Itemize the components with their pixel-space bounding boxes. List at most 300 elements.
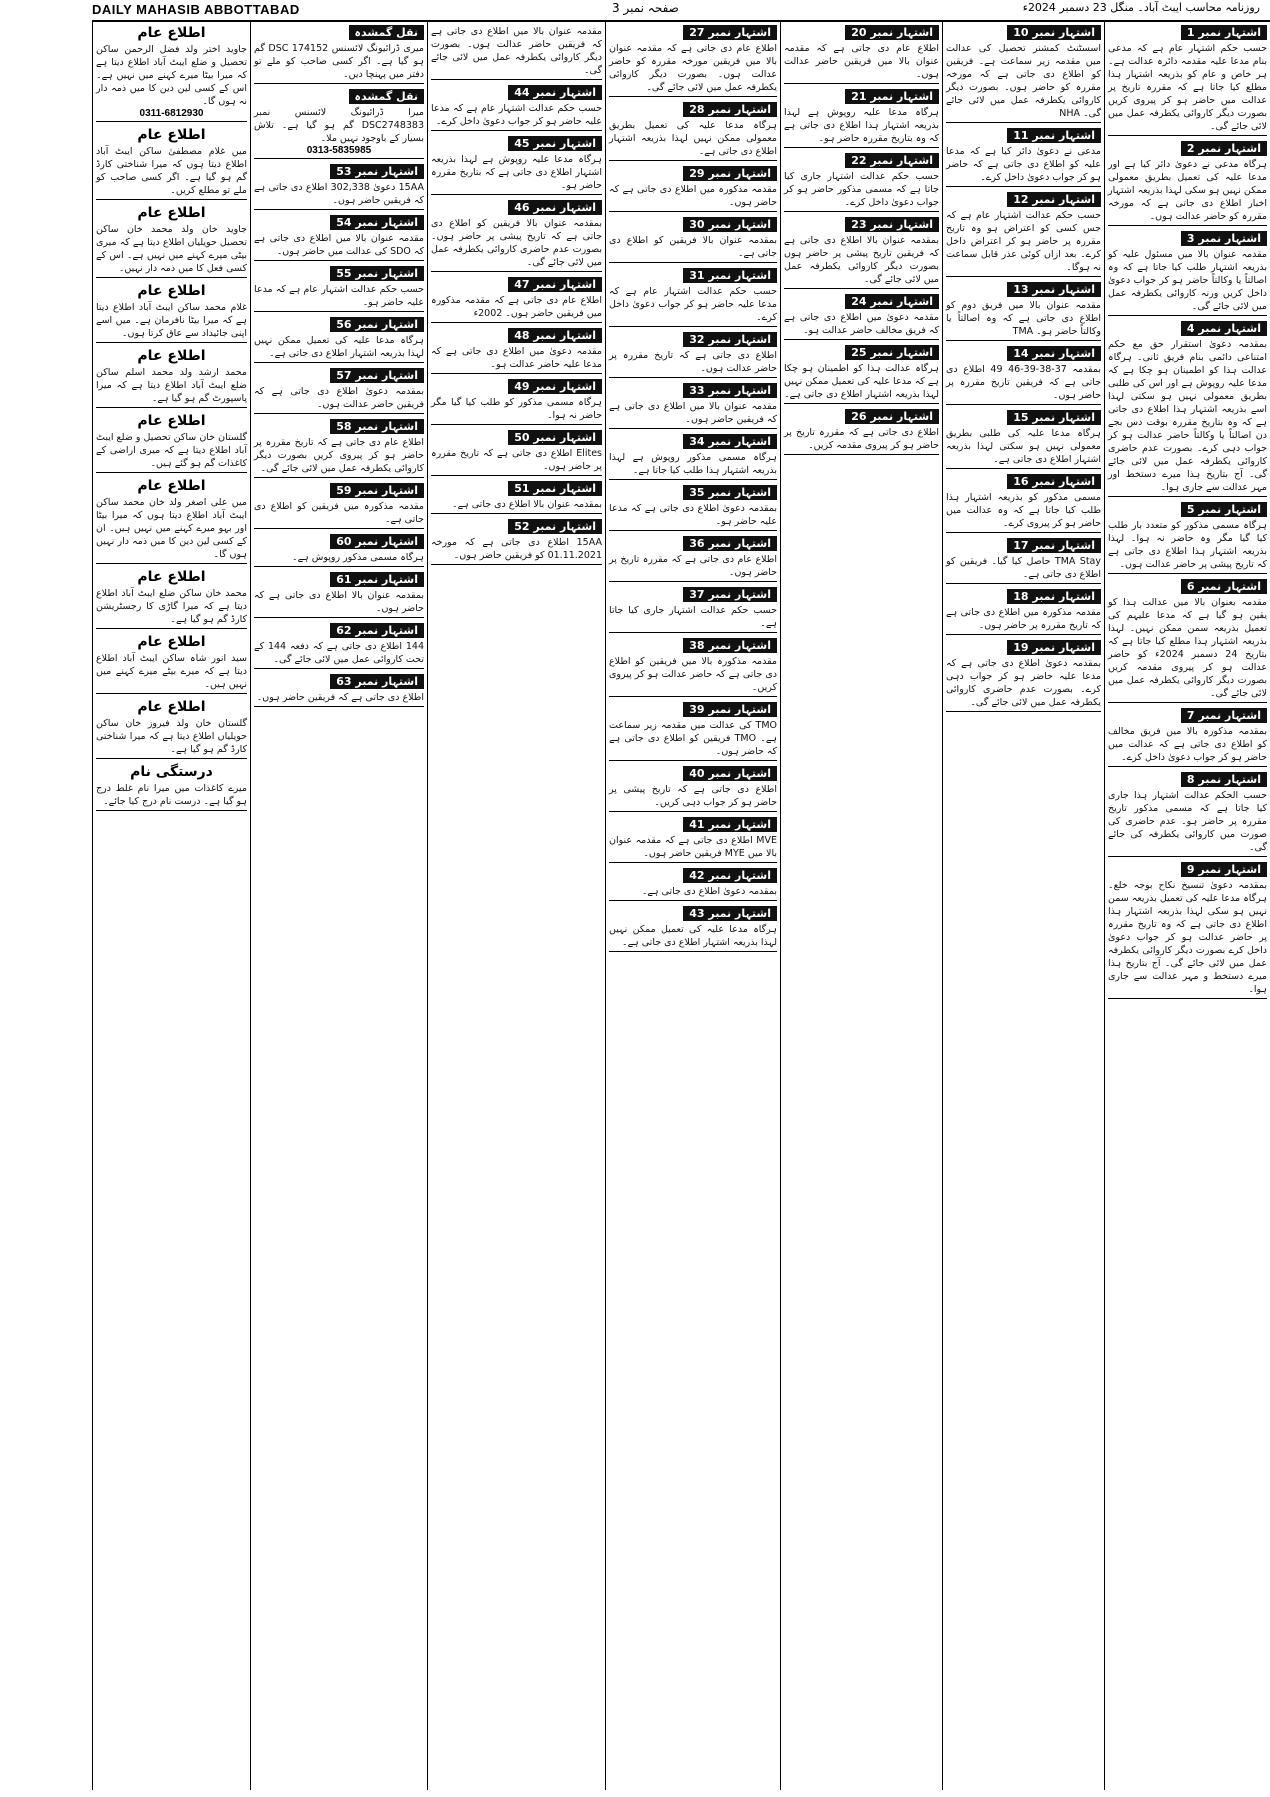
ad-number-label: اشتہار نمبر 10 (1007, 25, 1101, 40)
ad-text: اطلاع دی جاتی ہے کہ تاریخ پیشی پر حاضر ہو کر جواب دہی کریں۔ (609, 784, 777, 808)
ad-divider (254, 413, 424, 414)
ad-number-label: اشتہار نمبر 9 (1181, 862, 1267, 877)
ad-header (1108, 321, 1267, 336)
ad-divider (96, 810, 247, 811)
ad-divider (96, 342, 247, 343)
ad-number-label: اشتہار نمبر 34 (683, 434, 777, 449)
ad-header (946, 282, 1101, 297)
ad-header (609, 868, 777, 883)
ad-number-label: اشتہار نمبر 63 (330, 674, 424, 689)
classified-ad (609, 868, 777, 901)
ad-divider (1108, 702, 1267, 703)
ad-divider (96, 693, 247, 694)
classified-ad (96, 25, 247, 122)
classified-ad (431, 136, 602, 195)
ad-header (609, 268, 777, 283)
ad-number-label: اشتہار نمبر 11 (1007, 128, 1101, 143)
ad-divider (431, 322, 602, 323)
classified-ad (254, 215, 424, 261)
ad-header (609, 332, 777, 347)
ad-text: 15AA دعویٰ 302,338 اطلاع دی جاتی ہے کہ فریقین حاضر ہوں۔ (254, 182, 424, 206)
ad-text: ہرگاہ مسمی مذکور روپوش ہے۔ (292, 552, 424, 563)
ad-number-label: اشتہار نمبر 56 (330, 317, 424, 332)
ad-divider (784, 339, 939, 340)
ad-number-label: اشتہار نمبر 27 (683, 25, 777, 40)
ad-number-label: اشتہار نمبر 5 (1181, 502, 1267, 517)
ad-heading: اطلاع عام (137, 205, 206, 221)
classified-ad (254, 623, 424, 669)
ad-divider (609, 479, 777, 480)
classified-ad (431, 85, 602, 131)
ad-divider (254, 209, 424, 210)
ad-header (946, 128, 1101, 143)
ad-header (1108, 231, 1267, 246)
ad-divider (431, 513, 602, 514)
ad-divider (946, 634, 1101, 635)
ad-number-label: اشتہار نمبر 37 (683, 587, 777, 602)
classified-ad (96, 205, 247, 278)
ad-divider (946, 468, 1101, 469)
ad-text: ہرگاہ مدعا علیہ کی تعمیل بطریق معمولی ممکن نہیں لہذا بذریعہ اشتہار اطلاع دی جاتی ہے۔ (609, 120, 777, 157)
ad-text: غلام محمد ساکن ایبٹ آباد اطلاع دیتا ہے کہ میرا بیٹا نافرمان ہے۔ میں اسے اپنی جائیداد سے عاق کرتا ہوں۔ (96, 302, 247, 339)
ad-header (431, 519, 602, 534)
ad-divider (96, 758, 247, 759)
classified-ad (946, 589, 1101, 635)
ad-number-label: نقل گمشدہ (349, 89, 424, 104)
classified-ad (946, 410, 1101, 469)
classified-ad (1108, 502, 1267, 574)
ad-number-label: اشتہار نمبر 24 (845, 294, 939, 309)
classified-ad (431, 25, 602, 80)
ad-header (609, 485, 777, 500)
ad-divider (96, 121, 247, 122)
ad-text: اطلاع عام دی جاتی ہے کہ تاریخ مقررہ پر حاضر ہو کر پیروی کریں بصورت دیگر کاروائی یکطرفہ عمل میں لائی جائے گی۔ (254, 437, 424, 474)
ad-number-label: اشتہار نمبر 36 (683, 536, 777, 551)
classified-ad (254, 368, 424, 414)
ad-heading: اطلاع عام (137, 348, 206, 364)
ad-number-label: اشتہار نمبر 14 (1007, 346, 1101, 361)
classified-ad (946, 474, 1101, 533)
ad-divider (96, 563, 247, 564)
ad-number-label: اشتہار نمبر 43 (683, 906, 777, 921)
ad-header (431, 136, 602, 151)
ad-divider (609, 862, 777, 863)
ad-header (1108, 502, 1267, 517)
ad-number-label: اشتہار نمبر 40 (683, 766, 777, 781)
classified-ad (431, 277, 602, 323)
ad-text: بمقدمہ عنوان بالا فریقین کو اطلاع دی جاتی ہے۔ (609, 235, 777, 259)
ad-number-label: اشتہار نمبر 57 (330, 368, 424, 383)
ad-divider (946, 404, 1101, 405)
ad-divider (946, 186, 1101, 187)
ad-number-label: اشتہار نمبر 6 (1181, 579, 1267, 594)
ad-header (609, 702, 777, 717)
ad-number-label: اشتہار نمبر 39 (683, 702, 777, 717)
ad-number-label: اشتہار نمبر 29 (683, 166, 777, 181)
classified-ad (784, 153, 939, 212)
ad-divider (784, 147, 939, 148)
ad-divider (1108, 135, 1267, 136)
ad-text: بمقدمہ عنوان بالا فریقین کو اطلاع دی جاتی ہے کہ تاریخ پیشی پر حاضر ہوں۔ بصورت عدم حاضری کاروائی یکطرفہ عمل میں لائی جائے گی۔ (431, 218, 602, 268)
ad-number-label: اشتہار نمبر 26 (845, 409, 939, 424)
classified-ad (96, 283, 247, 343)
classified-ad (254, 419, 424, 478)
ad-divider (1108, 496, 1267, 497)
ad-heading: اطلاع عام (137, 699, 206, 715)
ad-header (254, 317, 424, 332)
ad-heading: اطلاع عام (137, 413, 206, 429)
classified-ad (946, 282, 1101, 341)
ad-text: ہرگاہ مسمی مذکور کو متعدد بار طلب کیا گیا مگر وہ حاضر نہ ہوا۔ لہذا بذریعہ اشتہار ہذا اطلاع دی جاتی ہے کہ تاریخ پیشی پر حاضر عدالت ہوں۔ (1108, 520, 1267, 570)
ad-divider (946, 711, 1101, 712)
ad-header (609, 25, 777, 40)
ad-number-label: اشتہار نمبر 30 (683, 217, 777, 232)
classified-ad (431, 379, 602, 425)
ad-text: میری ڈرائیونگ لائسنس DSC 174152 گم ہو گیا ہے۔ اگر کسی صاحب کو ملے تو دفتر میں پہنچا دیں۔ (254, 43, 424, 80)
classified-ad (609, 166, 777, 212)
classified-ad (1108, 231, 1267, 316)
ad-text: TMA Stay حاصل کیا گیا۔ فریقین کو اطلاع دی جاتی ہے۔ (946, 556, 1101, 580)
ad-divider (946, 583, 1101, 584)
ad-text: مقدمہ عنوان بالا میں مسئول علیہ کو بذریعہ اشتہار طلب کیا جاتا ہے کہ وہ اصالتاً یا وکالتاً حاضر ہو کر جواب دعویٰ داخل کریں ورنہ کاروائی یکطرفہ عمل میں لائی جائے گی۔ (1108, 249, 1267, 312)
ad-divider (96, 277, 247, 278)
classified-ad (1108, 141, 1267, 226)
ad-number-label: اشتہار نمبر 20 (845, 25, 939, 40)
ad-text: اسسٹنٹ کمشنر تحصیل کی عدالت میں مقدمہ زیر سماعت ہے۔ فریقین کو اطلاع دی جاتی ہے کہ مورخہ مقررہ کو حاضر ہوں۔ بصورت دیگر کاروائی یکطرفہ عمل میں لائی جائے گی۔ NHA (946, 43, 1101, 119)
ad-text: اطلاع عام دی جاتی ہے کہ مقدمہ مذکورہ میں فریقین حاضر ہوں۔ 2002ء (431, 295, 602, 319)
classified-ad (609, 268, 777, 327)
ad-text: حسب حکم عدالت اشتہار عام ہے کہ مدعا علیہ حاضر ہو کر جواب دعویٰ داخل کرے۔ (431, 103, 602, 127)
ad-text: بمقدمہ دعویٰ استقرار حق مع حکم امتناعی دائمی بنام فریق ثانی۔ ہرگاہ عدالت ہذا کو اطمینان ہو چکا ہے کہ مدعا علیہ روپوش ہے اور اس کی طلبی بطریق معمولی نہیں ہو سکتی لہذا اسے بذریعہ اشتہار ہذا اطلاع دی جاتی ہے کہ وہ بتاریخ مقررہ بوقت دس بجے دن اصالتاً یا وکالتاً حاضر عدالت ہو کر جواب دہی کرے۔ بصورت عدم حاضری کاروائی یکطرفہ عمل میں لائی جائے گی۔ آج بتاریخ ہذا میرے دستخط اور مہر عدالت سے جاری ہوا۔ (1108, 339, 1267, 493)
ad-divider (431, 564, 602, 565)
ad-divider (609, 428, 777, 429)
ad-number-label: اشتہار نمبر 16 (1007, 474, 1101, 489)
ad-text: 144 اطلاع دی جاتی ہے کہ دفعہ 144 کے تحت کاروائی عمل میں لائی جائے گی۔ (254, 641, 424, 665)
classified-ad (96, 413, 247, 473)
ad-number-label: اشتہار نمبر 1 (1181, 25, 1267, 40)
ad-text: TMO کی عدالت میں مقدمہ زیر سماعت ہے۔ TMO فریقین کو اطلاع دی جاتی ہے کہ حاضر ہوں۔ (609, 720, 777, 757)
classified-ad (96, 699, 247, 759)
ad-divider (431, 271, 602, 272)
ad-text: مقدمہ عنوان بالا میں فریق دوم کو اطلاع دی جاتی ہے کہ وہ اصالتاً یا وکالتاً حاضر ہو۔ TMA (946, 300, 1101, 337)
ad-text: حسب حکم عدالت اشتہار جاری کیا جاتا ہے۔ (609, 605, 777, 629)
ad-number-label: اشتہار نمبر 21 (845, 89, 939, 104)
ad-header (431, 200, 602, 215)
ad-divider (431, 475, 602, 476)
ad-divider (609, 211, 777, 212)
ad-text: ہرگاہ عدالت ہذا کو اطمینان ہو چکا ہے کہ مدعا علیہ کی تعمیل ممکن نہیں لہذا بذریعہ اشتہار اطلاع دی جاتی ہے۔ (784, 363, 939, 400)
ad-number-label: اشتہار نمبر 48 (508, 328, 602, 343)
ad-header (254, 266, 424, 281)
classified-ad (254, 25, 424, 84)
ad-header (784, 217, 939, 232)
ad-header (431, 85, 602, 100)
classified-ad (784, 217, 939, 289)
ad-divider (254, 528, 424, 529)
classified-ad (431, 200, 602, 272)
ad-header (609, 587, 777, 602)
ad-header (254, 623, 424, 638)
ad-number-label: اشتہار نمبر 31 (683, 268, 777, 283)
ad-text: ہرگاہ مدعا علیہ کی طلبی بطریق معمولی نہیں ہو سکتی لہذا بذریعہ اشتہار اطلاع دی جاتی ہے۔ (946, 428, 1101, 465)
ad-text: حسب حکم اشتہار عام ہے کہ مدعی بنام مدعا علیہ مقدمہ دائرہ عدالت ہے۔ ہر خاص و عام کو بذریعہ اشتہار ہذا مطلع کیا جاتا ہے کہ مقررہ تاریخ پر عدالت میں حاضر ہو کر پیروی کریں بصورت دیگر کاروائی یکطرفہ عمل میں لائی جائے گی۔ (1108, 43, 1267, 132)
ad-number-label: اشتہار نمبر 12 (1007, 192, 1101, 207)
ad-divider (609, 160, 777, 161)
classified-ad (96, 478, 247, 564)
ad-divider (609, 900, 777, 901)
ad-text: ہرگاہ مدعا علیہ روپوش ہے لہذا بذریعہ اشتہار اطلاع دی جاتی ہے کہ بتاریخ مقررہ حاضر ہو۔ (431, 154, 602, 191)
ad-text: حسب حکم عدالت اشتہار جاری کیا جاتا ہے کہ مسمی مذکور حاضر ہو کر جواب دعویٰ داخل کرے۔ (784, 171, 939, 208)
ad-number-label: اشتہار نمبر 47 (508, 277, 602, 292)
ad-header (1108, 25, 1267, 40)
ad-header (1108, 862, 1267, 877)
classified-ad (431, 481, 602, 514)
column-5 (427, 22, 605, 1790)
classified-ad (254, 89, 424, 159)
classified-ad (1108, 25, 1267, 136)
ad-text: ہرگاہ مدعا علیہ روپوش ہے لہذا بذریعہ اشتہار ہذا اطلاع دی جاتی ہے کہ وہ بتاریخ مقررہ حاضر ہو۔ (784, 107, 939, 144)
ad-divider (609, 760, 777, 761)
ad-heading: اطلاع عام (137, 25, 206, 41)
ad-number-label: اشتہار نمبر 22 (845, 153, 939, 168)
ad-number-label: اشتہار نمبر 58 (330, 419, 424, 434)
ad-header (609, 817, 777, 832)
ad-text: مقدمہ مذکورہ میں فریقین کو اطلاع دی جاتی ہے۔ (254, 501, 424, 525)
ad-number-label: اشتہار نمبر 59 (330, 483, 424, 498)
ad-text: مقدمہ مذکورہ میں اطلاع دی جاتی ہے کہ تاریخ مقررہ پر حاضر ہوں۔ (946, 607, 1101, 631)
ad-text: بمقدمہ 37-38-39-46 49 اطلاع دی جاتی ہے کہ فریقین تاریخ مقررہ پر حاضر ہوں۔ (946, 364, 1101, 401)
ad-phone-number: 0313-5835985 (306, 145, 372, 156)
column-1 (1104, 22, 1270, 1790)
ad-text: میں علی اصغر ولد خان محمد ساکن ایبٹ آباد اطلاع دیتا ہوں کہ میرا بیٹا اور بہو میرے کہنے میں نہیں ہیں۔ ان کے کسی لین دین کا میں ذمہ دار نہیں ہوں گا۔ (96, 497, 247, 560)
ad-header (609, 766, 777, 781)
ad-divider (254, 617, 424, 618)
ad-number-label: اشتہار نمبر 35 (683, 485, 777, 500)
ad-header (784, 294, 939, 309)
ad-header (609, 102, 777, 117)
ad-number-label: اشتہار نمبر 41 (683, 817, 777, 832)
ad-divider (254, 362, 424, 363)
classified-ad (609, 25, 777, 97)
ad-divider (946, 532, 1101, 533)
ad-divider (431, 373, 602, 374)
ad-header (1108, 141, 1267, 156)
ad-header (609, 166, 777, 181)
classified-ad (784, 25, 939, 84)
ad-header (609, 536, 777, 551)
ad-divider (1108, 573, 1267, 574)
ad-text: بمقدمہ عنوان بالا اطلاع دی جاتی ہے۔ (452, 499, 602, 510)
classified-ad (946, 538, 1101, 584)
ad-text: بمقدمہ مذکورہ بالا میں فریق مخالف کو اطلاع دی جاتی ہے کہ عدالت میں حاضر ہو کر جواب دعویٰ داخل کرے۔ (1108, 726, 1267, 763)
ad-number-label: نقل گمشدہ (349, 25, 424, 40)
column-4 (605, 22, 780, 1790)
ad-text: مقدمہ مذکورہ میں اطلاع دی جاتی ہے کہ حاضر ہوں۔ (609, 184, 777, 208)
ad-divider (96, 407, 247, 408)
ad-divider (254, 566, 424, 567)
ad-header (609, 383, 777, 398)
ad-number-label: اشتہار نمبر 44 (508, 85, 602, 100)
ad-heading: اطلاع عام (137, 127, 206, 143)
ad-divider (784, 83, 939, 84)
ad-divider (784, 403, 939, 404)
ad-text: ہرگاہ مدعی نے دعویٰ دائر کیا ہے اور مدعا علیہ کی تعمیل بطریق معمولی ممکن نہیں ہو سکی لہذا بذریعہ اشتہار اخبار اطلاع دی جاتی ہے کہ مورخہ مقررہ کو حاضر عدالت ہوں۔ (1108, 159, 1267, 222)
ad-header (946, 410, 1101, 425)
ad-text: میرا ڈرائیونگ لائسنس نمبر DSC2748383 گم ہو گیا ہے۔ تلاش بسیار کے باوجود نہیں ملا۔ (254, 107, 424, 144)
ad-divider (431, 79, 602, 80)
classified-ad (96, 348, 247, 408)
classified-ad (254, 266, 424, 312)
page-number: صفحہ نمبر 3 (612, 1, 679, 15)
ad-number-label: اشتہار نمبر 23 (845, 217, 939, 232)
classified-ad (784, 345, 939, 404)
ad-number-label: اشتہار نمبر 51 (508, 481, 602, 496)
ad-divider (609, 632, 777, 633)
ad-number-label: اشتہار نمبر 38 (683, 638, 777, 653)
classified-ad (254, 572, 424, 618)
ad-divider (254, 83, 424, 84)
ad-text: اطلاع عام دی جاتی ہے کہ مقدمہ عنوان بالا میں فریقین حاضر عدالت ہوں۔ (784, 43, 939, 80)
ad-divider (1108, 225, 1267, 226)
classified-ad (96, 634, 247, 694)
ad-number-label: اشتہار نمبر 2 (1181, 141, 1267, 156)
ad-header (784, 409, 939, 424)
ad-number-label: اشتہار نمبر 19 (1007, 640, 1101, 655)
ad-text: گلستان خان ساکن تحصیل و ضلع ایبٹ آباد اطلاع دیتا ہے کہ میری اراضی کے کاغذات گم ہو گئے ہیں۔ (96, 432, 247, 469)
ad-divider (96, 199, 247, 200)
ad-number-label: اشتہار نمبر 18 (1007, 589, 1101, 604)
ad-divider (609, 326, 777, 327)
ad-text: اطلاع دی جاتی ہے کہ تاریخ مقررہ پر حاضر عدالت ہوں۔ (609, 350, 777, 374)
ad-text: میں غلام مصطفیٰ ساکن ایبٹ آباد اطلاع دیتا ہوں کہ میرا شناختی کارڈ گم ہو گیا ہے۔ اگر کسی صاحب کو ملے تو مطلع کریں۔ (96, 146, 247, 196)
ad-number-label: اشتہار نمبر 55 (330, 266, 424, 281)
classified-ad (784, 294, 939, 340)
ad-text: Elites اطلاع دی جاتی ہے کہ تاریخ مقررہ پر حاضر ہوں۔ (431, 448, 602, 472)
ad-text: مقدمہ عنوان بالا میں اطلاع دی جاتی ہے کہ SDO کی عدالت میں حاضر ہوں۔ (254, 233, 424, 257)
ad-divider (1108, 315, 1267, 316)
ad-header (254, 419, 424, 434)
ad-text: بمقدمہ عنوان بالا اطلاع دی جاتی ہے کہ فریقین تاریخ پیشی پر حاضر ہوں بصورت دیگر کاروائی یکطرفہ عمل میں لائی جائے گی۔ (784, 235, 939, 285)
ad-divider (784, 288, 939, 289)
ad-number-label: اشتہار نمبر 52 (508, 519, 602, 534)
ad-number-label: اشتہار نمبر 49 (508, 379, 602, 394)
ad-header (254, 368, 424, 383)
ad-text: اطلاع دی جاتی ہے کہ مقررہ تاریخ پر حاضر ہو کر پیروی مقدمہ کریں۔ (784, 427, 939, 451)
classified-ad (609, 638, 777, 697)
ad-header (946, 474, 1101, 489)
ad-header (431, 379, 602, 394)
ad-text: بمقدمہ دعویٰ اطلاع دی جاتی ہے کہ فریقین حاضر عدالت ہوں۔ (254, 386, 424, 410)
ad-text: مسمی مذکور کو بذریعہ اشتہار ہذا طلب کیا جاتا ہے کہ وہ عدالت میں حاضر ہو کر پیروی کرے۔ (946, 492, 1101, 529)
ad-divider (609, 581, 777, 582)
ad-number-label: اشتہار نمبر 61 (330, 572, 424, 587)
ad-header (254, 483, 424, 498)
ad-text: اطلاع عام دی جاتی ہے کہ مقررہ تاریخ پر حاضر ہوں۔ (609, 554, 777, 578)
ad-header (254, 572, 424, 587)
ad-text: حسب الحکم عدالت اشتہار ہذا جاری کیا جاتا ہے کہ مسمی مذکور تاریخ مقررہ پر حاضر ہو۔ عدم حاضری کی صورت میں کاروائی یکطرفہ کی جائے گی۔ (1108, 790, 1267, 853)
ad-divider (784, 211, 939, 212)
ad-number-label: اشتہار نمبر 62 (330, 623, 424, 638)
ad-phone-number: 0311-6812930 (139, 108, 204, 119)
classified-ad (96, 764, 247, 811)
ad-divider (946, 276, 1101, 277)
classified-ad (254, 534, 424, 567)
ad-divider (431, 130, 602, 131)
ad-text: محمد خان ساکن ضلع ایبٹ آباد اطلاع دیتا ہے کہ میرا گاڑی کا رجسٹریشن کارڈ گم ہو گیا ہے۔ (96, 588, 247, 625)
ad-header (946, 589, 1101, 604)
ad-text: مقدمہ مذکورہ بالا میں فریقین کو اطلاع دی جاتی ہے کہ حاضر عدالت ہو کر پیروی کریں۔ (609, 656, 777, 693)
ad-text: حسب حکم عدالت اشتہار عام ہے کہ مدعا علیہ حاضر ہو۔ (254, 284, 424, 308)
classified-ad (609, 817, 777, 863)
ad-divider (609, 951, 777, 952)
ad-text: ہرگاہ مسمی مذکور روپوش ہے لہذا بذریعہ اشتہار ہذا طلب کیا جاتا ہے۔ (609, 452, 777, 476)
ad-text: بمقدمہ دعویٰ اطلاع دی جاتی ہے۔ (641, 886, 777, 897)
classified-ad (1108, 579, 1267, 703)
classified-ad (946, 128, 1101, 187)
ad-header (946, 25, 1101, 40)
classified-ad (431, 430, 602, 476)
ad-divider (1108, 998, 1267, 999)
ad-divider (96, 472, 247, 473)
ad-divider (254, 311, 424, 312)
column-6 (250, 22, 427, 1790)
ad-divider (254, 477, 424, 478)
ad-text: مقدمہ عنوان بالا میں اطلاع دی جاتی ہے کہ فریقین حاضر ہوں۔ (609, 401, 777, 425)
ad-divider (431, 424, 602, 425)
ad-number-label: اشتہار نمبر 15 (1007, 410, 1101, 425)
ad-divider (946, 340, 1101, 341)
ad-text: مقدمہ دعویٰ میں اطلاع دی جاتی ہے کہ فریق مخالف حاضر عدالت ہو۔ (784, 312, 939, 336)
classified-ad (1108, 862, 1267, 999)
ad-header (609, 638, 777, 653)
classified-ad (609, 702, 777, 761)
ad-text: ہرگاہ مسمی مذکور کو طلب کیا گیا مگر حاضر نہ ہوا۔ (431, 397, 602, 421)
ad-number-label: اشتہار نمبر 32 (683, 332, 777, 347)
ad-text: گلستان خان ولد فیروز خان ساکن حویلیاں اطلاع دیتا ہے کہ میرا شناختی کارڈ گم ہو گیا ہے۔ (96, 718, 247, 755)
ad-header (1108, 708, 1267, 723)
classified-ad (609, 906, 777, 952)
ad-number-label: اشتہار نمبر 50 (508, 430, 602, 445)
ad-number-label: اشتہار نمبر 13 (1007, 282, 1101, 297)
classified-ad (609, 217, 777, 263)
ad-divider (254, 260, 424, 261)
ad-header (784, 345, 939, 360)
classified-ad (784, 89, 939, 148)
ad-header (1108, 772, 1267, 787)
ad-divider (96, 628, 247, 629)
ad-divider (946, 122, 1101, 123)
ad-text: محمد ارشد ولد محمد اسلم ساکن ضلع ایبٹ آباد اطلاع دیتا ہے کہ میرا پاسپورٹ گم ہو گیا ہے۔ (96, 367, 247, 404)
ad-header (254, 534, 424, 549)
classified-ad (96, 569, 247, 629)
classified-ad (784, 409, 939, 455)
classified-ad (254, 317, 424, 363)
ad-divider (254, 158, 424, 159)
classified-ad (609, 536, 777, 582)
ad-divider (609, 696, 777, 697)
classified-ad (1108, 708, 1267, 767)
ad-header (784, 89, 939, 104)
ad-text: سید انور شاہ ساکن ایبٹ آباد اطلاع دیتا ہے کہ میرے بیٹے میرے کہنے میں نہیں ہیں۔ (96, 653, 247, 690)
page-header (92, 0, 1270, 22)
ad-header (609, 434, 777, 449)
ad-text: جاوید اختر ولد فضل الرحمن ساکن تحصیل و ضلع ایبٹ آباد اطلاع دیتا ہے کہ میرا بیٹا میرے کہنے میں نہیں ہے۔ اس کے کسی لین دین کا میں ذمہ دار نہ ہوں گا۔ (96, 44, 247, 107)
ad-number-label: اشتہار نمبر 45 (508, 136, 602, 151)
ad-heading: اطلاع عام (137, 634, 206, 650)
ad-header (254, 25, 424, 40)
ad-number-label: اشتہار نمبر 3 (1181, 231, 1267, 246)
ad-number-label: اشتہار نمبر 17 (1007, 538, 1101, 553)
